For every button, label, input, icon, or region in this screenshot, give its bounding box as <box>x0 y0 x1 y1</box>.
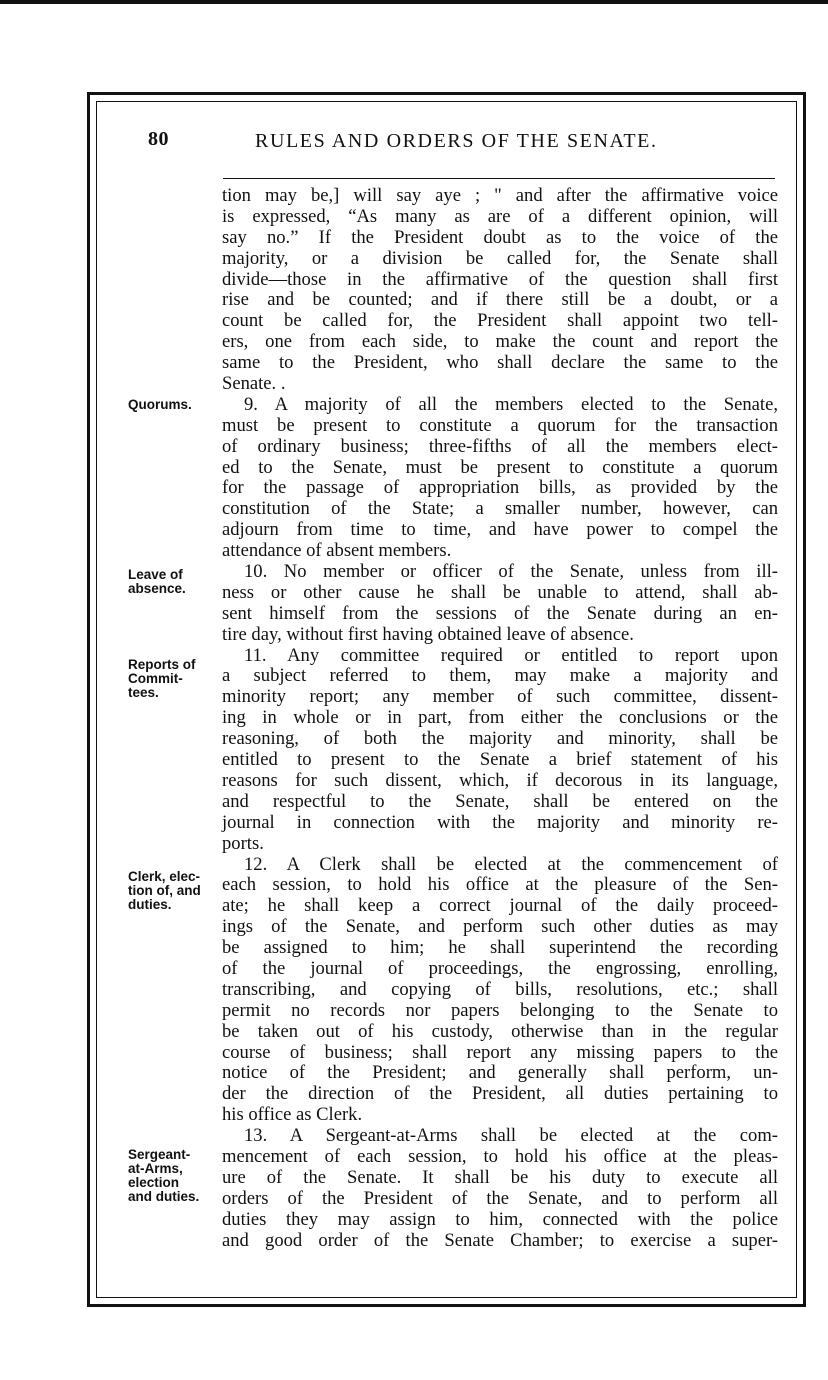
text-line: adjourn from time to time, and have power to compel the <box>222 519 778 541</box>
text-line: tire day, without first having obtained leave of absence. <box>222 623 634 645</box>
text-line: divide—those in the affirmative of the question shall first <box>222 268 778 290</box>
body-text <box>222 186 778 1251</box>
text-line: notice of the President; and generally shall perform, un- <box>222 1062 778 1084</box>
text-line: mencement of each session, to hold his office at the pleas- <box>222 1145 778 1167</box>
text-line: of ordinary business; three-fifths of all the members elect- <box>222 435 778 457</box>
text-line: ed to the Senate, must be present to constitute a quorum <box>222 456 778 478</box>
text-line: orders of the President of the Senate, and to perform all <box>222 1187 778 1209</box>
page-number: 80 <box>148 128 169 150</box>
rule-13-start: 13. A Sergeant-at-Arms shall be elected at the com- <box>244 1125 778 1147</box>
text-line: say no.” If the President doubt as to the voice of the <box>222 226 778 248</box>
text-line: ings of the Senate, and perform such other duties as may <box>222 916 778 938</box>
text-line: Senate. . <box>222 373 286 395</box>
text-line: transcribing, and copying of bills, resolutions, etc.; shall <box>222 978 778 1000</box>
top-edge-rule <box>0 0 828 4</box>
text-line: journal in connection with the majority and minority re- <box>222 811 778 833</box>
text-line: attendance of absent members. <box>222 540 452 562</box>
text-line: of the journal of proceedings, the engrossing, enrolling, <box>222 957 778 979</box>
text-line: der the direction of the President, all duties pertaining to <box>222 1083 778 1105</box>
text-line: be taken out of his custody, otherwise than in the regular <box>222 1020 778 1042</box>
text-line: tion may be,] will say aye ; " and after the affirmative voice <box>222 185 778 206</box>
text-line: his office as Clerk. <box>222 1104 363 1126</box>
text-line: count be called for, the President shall appoint two tell- <box>222 310 778 332</box>
text-line: ate; he shall keep a correct journal of the daily proceed- <box>222 895 778 917</box>
margin-note-quorums: Quorums. <box>128 397 192 412</box>
text-line: is expressed, “As many as are of a different opinion, will <box>222 205 778 227</box>
text-line: ports. <box>222 832 264 854</box>
text-line: same to the President, who shall declare the same to the <box>222 352 778 374</box>
text-line: and good order of the Senate Chamber; to exercise a super- <box>222 1229 778 1251</box>
rule-9-start: 9. A majority of all the members elected to the Senate, <box>244 393 778 415</box>
text-line: reasoning, of both the majority and minority, shall be <box>222 728 778 750</box>
margin-note-sergeant-at-arms: Sergeant- at-Arms, election and duties. <box>128 1147 200 1204</box>
text-line: for the passage of appropriation bills, as provided by the <box>222 477 778 499</box>
text-line: permit no records nor papers belonging to the Senate to <box>222 999 778 1021</box>
text-line: be assigned to him; he shall superintend the recording <box>222 937 778 959</box>
text-line: and respectful to the Senate, shall be entered on the <box>222 790 778 812</box>
text-line: constitution of the State; a smaller number, however, can <box>222 498 778 520</box>
rule-10-start: 10. No member or officer of the Senate, unless from ill- <box>244 561 778 583</box>
rule-11-start: 11. Any committee required or entitled to report upon <box>244 644 778 666</box>
text-line: ness or other cause he shall be unable to attend, shall ab- <box>222 581 778 603</box>
text-line: duties they may assign to him, connected with the police <box>222 1208 778 1230</box>
text-line: rise and be counted; and if there still be a doubt, or a <box>222 289 778 311</box>
text-line: course of business; shall report any missing papers to the <box>222 1041 778 1063</box>
margin-note-leave-of-absence: Leave of absence. <box>128 567 186 596</box>
text-line: reasons for such dissent, which, if decorous in its language, <box>222 769 778 791</box>
text-line: a subject referred to them, may make a majority and <box>222 665 778 687</box>
rule-12-start: 12. A Clerk shall be elected at the commencement of <box>244 853 778 875</box>
header-rule <box>223 178 775 179</box>
text-line: must be present to constitute a quorum for the transaction <box>222 414 778 436</box>
page-header <box>145 128 775 162</box>
text-line: ing in whole or in part, from either the conclusions or the <box>222 707 778 729</box>
text-line: each session, to hold his office at the pleasure of the Sen- <box>222 874 778 896</box>
text-line: ers, one from each side, to make the count and report the <box>222 331 778 353</box>
running-title: RULES AND ORDERS OF THE SENATE. <box>255 130 658 152</box>
text-line: sent himself from the sessions of the Senate during an en- <box>222 602 778 624</box>
margin-note-reports-of-committees: Reports of Commit- tees. <box>128 657 196 700</box>
text-line: ure of the Senate. It shall be his duty to execute all <box>222 1166 778 1188</box>
margin-note-clerk: Clerk, elec- tion of, and duties. <box>128 869 201 912</box>
text-line: minority report; any member of such committee, dissent- <box>222 686 778 708</box>
text-line: majority, or a division be called for, the Senate shall <box>222 247 778 269</box>
text-line: entitled to present to the Senate a brief statement of his <box>222 749 778 771</box>
